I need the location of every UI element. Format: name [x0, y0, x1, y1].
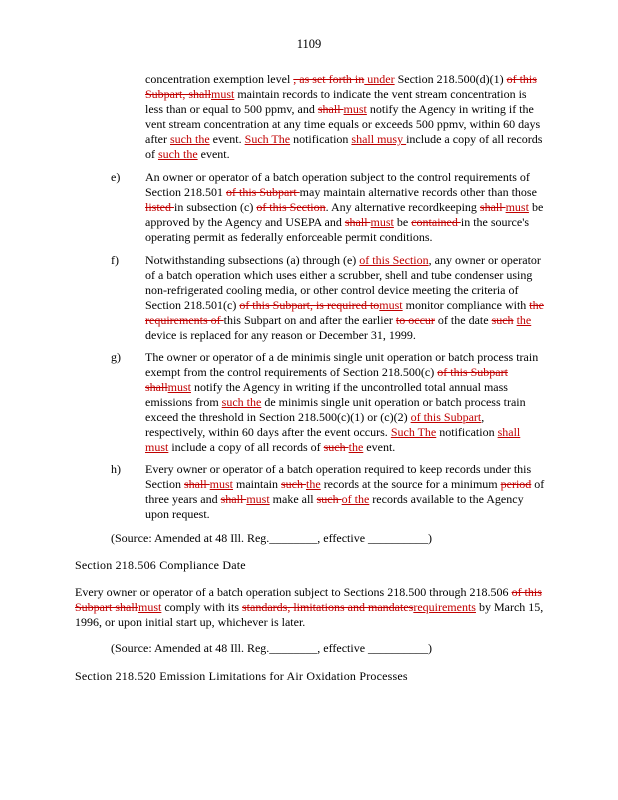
paragraph-e	[145, 170, 545, 245]
inserted-text: under	[364, 72, 395, 86]
deleted-text: of this Subpart shall	[145, 365, 508, 394]
source-note: (Source: Amended at 48 Ill. Reg.________, effective __________)	[111, 531, 433, 545]
deleted-text: shall	[184, 477, 210, 491]
body-text: include a copy of all records of	[145, 132, 543, 161]
deleted-text: such	[316, 492, 342, 506]
inserted-text: must	[379, 298, 403, 312]
inserted-text: of the	[341, 492, 370, 506]
deleted-text: listed	[145, 200, 174, 214]
inserted-text: the	[516, 313, 532, 327]
body-text: make all	[269, 492, 317, 506]
body-text: in the source's operating permit as federally enforceable permit conditions.	[145, 215, 530, 244]
inserted-text: such the	[221, 395, 262, 409]
inserted-text: of this Section	[359, 253, 429, 267]
body-text: notification	[290, 132, 352, 146]
paragraph-f	[145, 253, 545, 343]
item-label-h: h)	[111, 462, 121, 476]
paragraph-d-continuation	[145, 72, 545, 162]
item-label-g: g)	[111, 350, 121, 364]
body-text: An owner or operator of a batch operation subject to the control requirements of Section 218.501	[145, 170, 530, 199]
deleted-text: such	[281, 477, 307, 491]
deleted-text: such	[323, 440, 349, 454]
inserted-text: must	[138, 600, 162, 614]
inserted-text: requirements	[413, 600, 476, 614]
body-text: notify the Agency in writing if the vent stream concentration at any time equals or exceeds 500 ppmv, within 60 days after	[145, 102, 541, 146]
section-heading-218-506: Section 218.506 Compliance Date	[75, 558, 246, 572]
body-text: monitor compliance with	[402, 298, 530, 312]
body-text: be	[393, 215, 412, 229]
inserted-text: of this Subpart	[410, 410, 482, 424]
inserted-text: must	[505, 200, 529, 214]
body-text: event.	[209, 132, 245, 146]
deleted-text: period	[500, 477, 532, 491]
body-text: be approved by the Agency and USEPA and	[145, 200, 544, 229]
section-heading-218-520: Section 218.520 Emission Limitations for Air Oxidation Processes	[75, 669, 408, 683]
body-text: Every owner or operator of a batch operation subject to Sections 218.500 through 218.506	[75, 585, 512, 599]
deleted-text: the requirements of	[145, 298, 544, 327]
body-text: include a copy of all records of	[168, 440, 324, 454]
paragraph-218-506	[75, 585, 545, 630]
inserted-text: the	[348, 440, 364, 454]
body-text: The owner or operator of a de minimis single unit operation or batch process train exempt from the control requirements of Section 218.500(c)	[145, 350, 539, 379]
body-text: concentration exemption level	[145, 72, 294, 86]
deleted-text: shall	[344, 215, 371, 229]
deleted-text: standards, limitations and mandates	[242, 600, 414, 614]
inserted-text: must	[246, 492, 270, 506]
deleted-text: of this Subpart, shall	[145, 72, 537, 101]
source-note: (Source: Amended at 48 Ill. Reg.________, effective __________)	[111, 641, 433, 655]
page-number: 1109	[296, 37, 322, 51]
body-text: de minimis single unit operation or batch process train exceed the threshold in Section 218.500(c)(1) or (c)(2)	[145, 395, 526, 424]
inserted-text: shall must	[145, 425, 521, 454]
paragraph-g	[145, 350, 545, 455]
inserted-text: must	[370, 215, 394, 229]
inserted-text: Such The	[390, 425, 437, 439]
deleted-text: , as set forth in	[293, 72, 365, 86]
body-text: device is replaced for any reason or December 31, 1999.	[145, 328, 416, 342]
inserted-text: must	[211, 87, 235, 101]
body-text: Every owner or operator of a batch operation required to keep records under this Section	[145, 462, 532, 491]
paragraph-h	[145, 462, 545, 522]
body-text: Section 218.500(d)(1)	[394, 72, 507, 86]
body-text: maintain	[233, 477, 282, 491]
body-text: event.	[363, 440, 396, 454]
deleted-text: shall	[317, 102, 344, 116]
body-text: of three years and	[145, 477, 545, 506]
body-text: event.	[197, 147, 230, 161]
body-text: , respectively, within 60 days after the event occurs.	[145, 410, 485, 439]
deleted-text: shall	[479, 200, 506, 214]
inserted-text: must	[167, 380, 192, 394]
item-label-f: f)	[111, 253, 119, 267]
body-text: records at the source for a minimum	[320, 477, 501, 491]
inserted-text: the	[306, 477, 321, 491]
deleted-text: contained	[411, 215, 461, 229]
deleted-text: of this Subpart	[226, 185, 300, 199]
body-text: records available to the Agency upon request.	[145, 492, 524, 521]
inserted-text: must	[209, 477, 234, 491]
deleted-text: of this Section	[256, 200, 326, 214]
body-text: notify the Agency in writing if the uncontrolled total annual mass emissions from	[145, 380, 508, 409]
deleted-text: such	[491, 313, 514, 327]
body-text: Notwithstanding subsections (a) through (e)	[145, 253, 360, 267]
inserted-text: shall musy	[351, 132, 407, 146]
body-text: notification	[436, 425, 498, 439]
deleted-text: of this Subpart shall	[75, 585, 542, 614]
inserted-text: Such The	[244, 132, 291, 146]
inserted-text: must	[343, 102, 367, 116]
body-text: , any owner or operator of a batch operation which uses either a scrubber, shell and tube condenser using non-refrigerated cooling media, or other control device meeting the criteria of Section 218.501(c)	[145, 253, 541, 312]
item-label-e: e)	[111, 170, 121, 184]
deleted-text: shall	[220, 492, 247, 506]
body-text: this Subpart on and after the earlier	[223, 313, 396, 327]
body-text: may maintain alternative records other than those	[299, 185, 537, 199]
deleted-text: to occur	[395, 313, 435, 327]
inserted-text: such the	[169, 132, 210, 146]
body-text: . Any alternative recordkeeping	[325, 200, 480, 214]
body-text: in subsection (c)	[174, 200, 257, 214]
inserted-text: such the	[158, 147, 198, 161]
deleted-text: of this Subpart, is required to	[239, 298, 380, 312]
body-text: by March 15, 1996, or upon initial start up, whichever is later.	[75, 600, 544, 629]
body-text: maintain records to indicate the vent stream concentration is less than or equal to 500 ppmv, and	[145, 87, 527, 116]
body-text: of the date	[434, 313, 492, 327]
body-text: comply with its	[161, 600, 243, 614]
